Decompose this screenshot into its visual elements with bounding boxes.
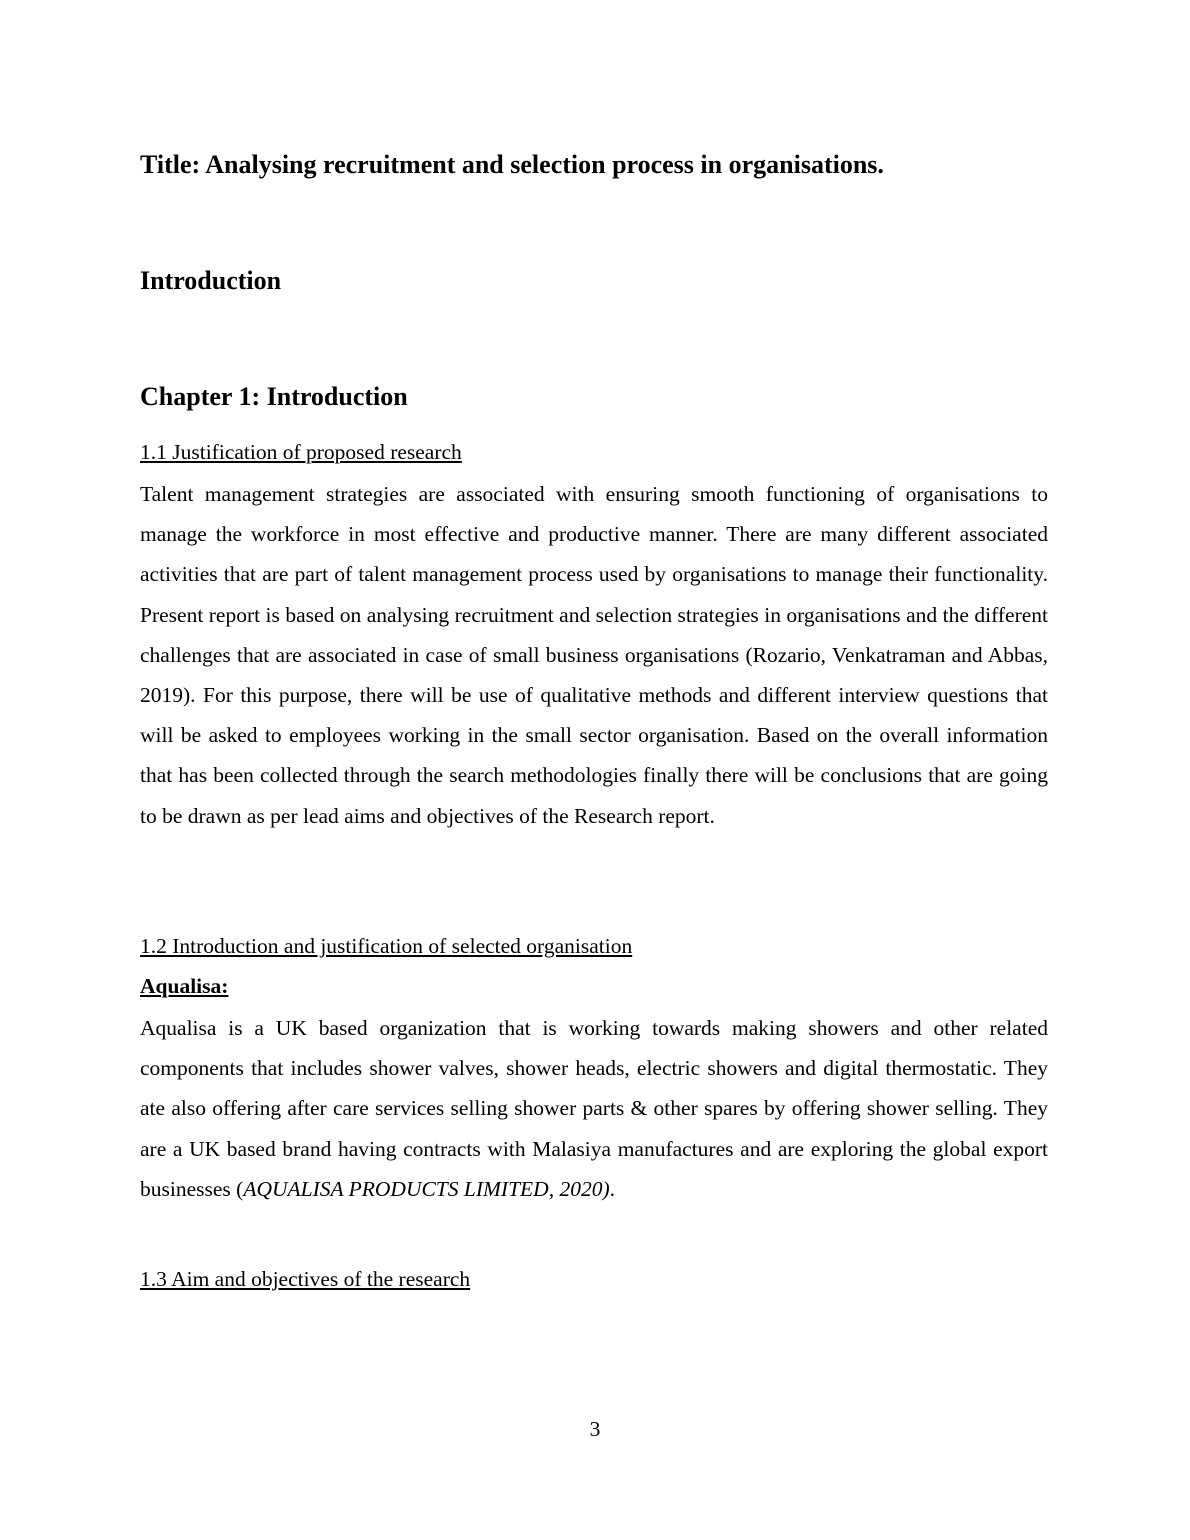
document-title: Title: Analysing recruitment and selection process in organisations. [140,150,884,179]
organisation-name: Aqualisa: [140,974,229,998]
section-1-3-heading: 1.3 Aim and objectives of the research [140,1267,471,1291]
section-1-1-body: Talent management strategies are associated with ensuring smooth functioning of organisations to manage the workforce in most effective and productive manner. There are many different associated activities that are part of talent management process used by organisations to manage their functionality. Present report is based on analysing recruitment and selection strategies in organisations and the different challenges that are associated in case of small business organisations (Rozario, Venkatraman and Abbas, 2019). For this purpose, there will be use of qualitative methods and different interview questions that will be asked to employees working in the small sector organisation. Based on the overall information that has been collected through the search methodologies finally there will be conclusions that are going to be drawn as per lead aims and objectives of the Research report. [140,482,1048,828]
chapter-heading: Chapter 1: Introduction [140,382,408,411]
section-1-1-heading: 1.1 Justification of proposed research [140,440,462,464]
section-1-2-body [140,1008,1048,1209]
introduction-heading: Introduction [140,266,282,295]
section-1-2-citation: AQUALISA PRODUCTS LIMITED, 2020) [243,1176,610,1201]
page-number: 3 [589,1417,601,1441]
section-1-2-body-end: . [609,1176,615,1201]
section-1-2-body-text: Aqualisa is a UK based organization that is working towards making showers and other related components that includes shower valves, shower heads, electric showers and digital thermostatic. They ate also offering after care services selling shower parts & other spares by offering shower selling. They are a UK based brand having contracts with Malasiya manufactures and are exploring the global export businesses ( [140,1016,1048,1201]
section-1-2-heading: 1.2 Introduction and justification of selected organisation [140,934,633,958]
